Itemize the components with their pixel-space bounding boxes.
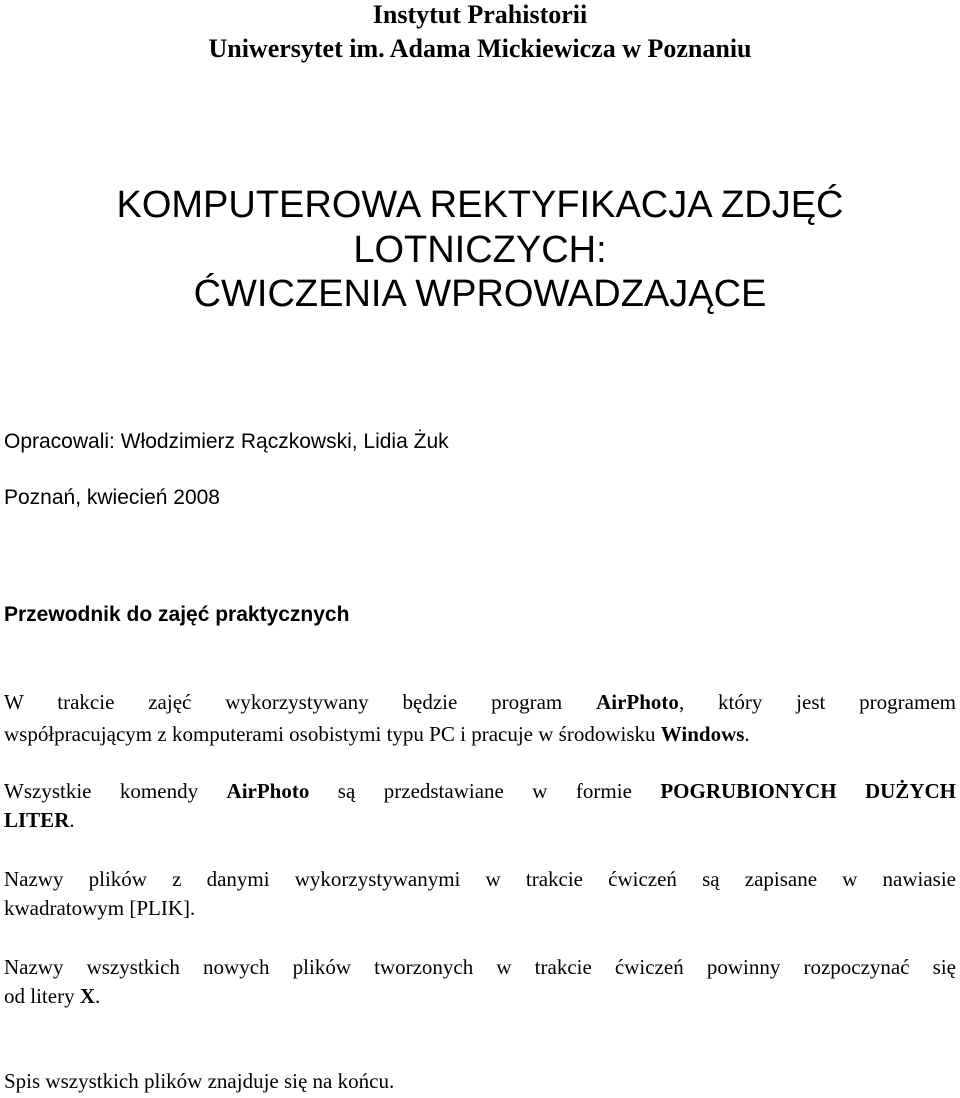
paragraph-3-line-2 [4, 894, 956, 923]
text-run: są przedstawiane w formie [309, 779, 661, 803]
text-run: . [95, 984, 101, 1008]
paragraph-2-line-2 [4, 806, 956, 835]
emphasis-text: POGRUBIONYCH DUŻYCH [660, 779, 956, 803]
authors-line: Opracowali: Włodzimierz Rączkowski, Lidia Żuk [4, 430, 449, 453]
text-run: Nazwy wszystkich nowych plików tworzonych w trakcie ćwiczeń powinny rozpoczynać się [4, 955, 956, 979]
document-title-line-2: LOTNICZYCH: [353, 229, 607, 271]
text-run: Nazwy plików z danymi wykorzystywanymi w trakcie ćwiczeń są zapisane w nawiasie [4, 867, 956, 891]
paragraph-3-line-1 [4, 865, 956, 894]
emphasis-text: LITER [4, 808, 70, 832]
emphasis-text: X [79, 984, 95, 1008]
text-run: współpracującym z komputerami osobistymi typu PC i pracuje w środowisku [4, 722, 661, 746]
text-run: Spis wszystkich plików znajduje się na końcu. [4, 1069, 395, 1093]
text-run: kwadratowym [PLIK]. [4, 896, 196, 920]
program-name: AirPhoto [226, 779, 310, 803]
text-run: , który jest programem [678, 690, 956, 714]
paragraph-4-line-1 [4, 953, 956, 982]
text-run: . [69, 808, 75, 832]
institute-name: Instytut Prahistorii [372, 0, 588, 29]
text-run: . [744, 722, 750, 746]
text-run: od litery [4, 984, 80, 1008]
paragraph-4-line-2 [4, 982, 956, 1011]
paragraph-1-line-2 [4, 720, 956, 749]
section-heading: Przewodnik do zajęć praktycznych [4, 603, 350, 626]
program-name: AirPhoto [596, 690, 679, 714]
text-run: W trakcie zajęć wykorzystywany będzie program [4, 690, 597, 714]
paragraph-5 [4, 1067, 956, 1096]
university-name: Uniwersytet im. Adama Mickiewicza w Poznaniu [208, 34, 752, 63]
place-date-line: Poznań, kwiecień 2008 [4, 486, 220, 509]
document-title-line-1: KOMPUTEROWA REKTYFIKACJA ZDJĘĆ [116, 184, 844, 226]
os-name: Windows [660, 722, 745, 746]
paragraph-1-line-1 [4, 688, 956, 717]
document-title-line-3: ĆWICZENIA WPROWADZAJĄCE [193, 273, 767, 315]
paragraph-2-line-1 [4, 777, 956, 806]
text-run: Wszystkie komendy [4, 779, 227, 803]
